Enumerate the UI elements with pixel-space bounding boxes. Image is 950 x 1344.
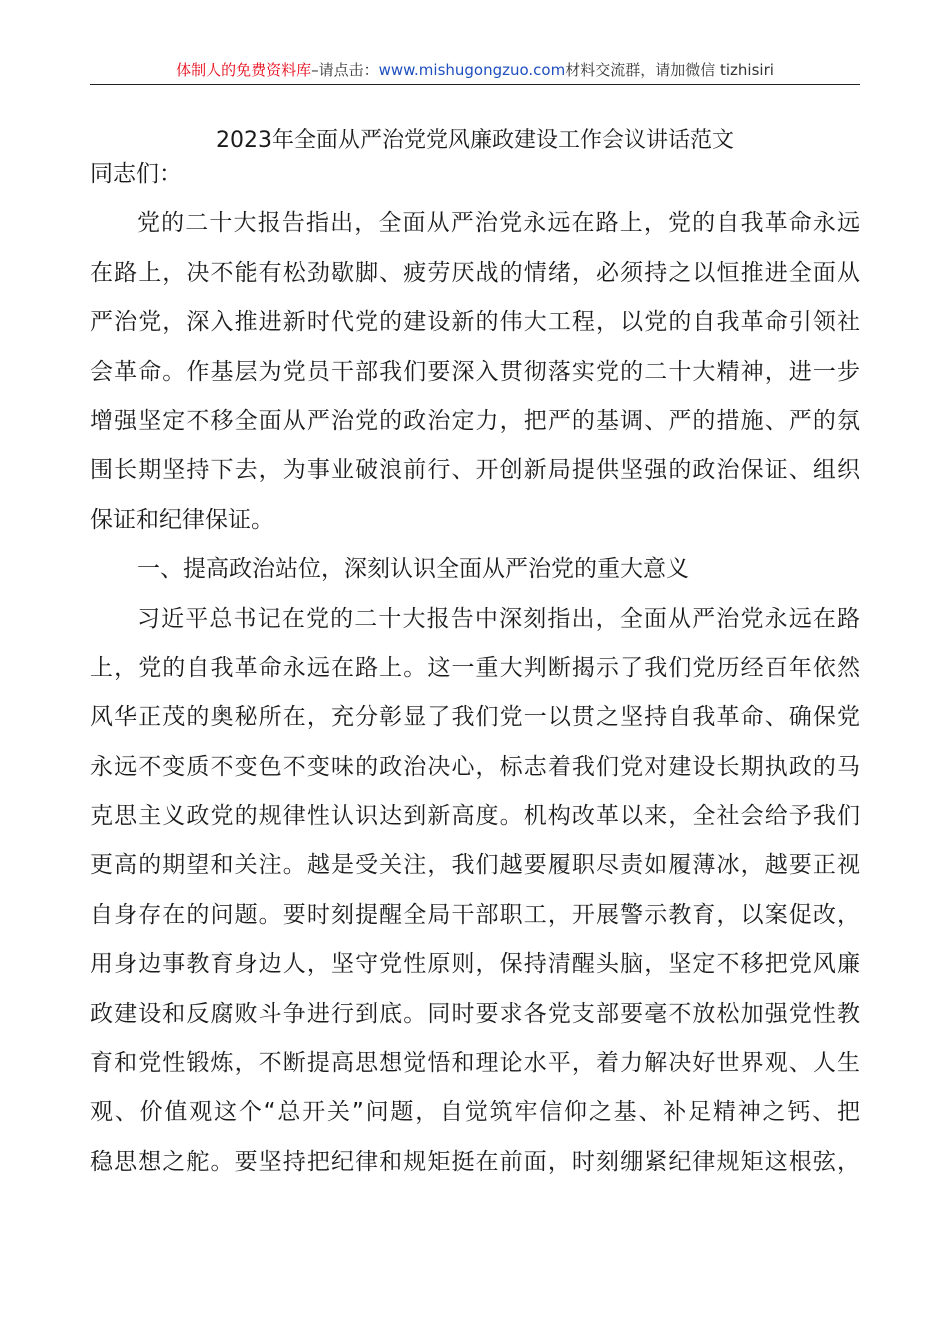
body-line: 习近平总书记在党的二十大报告中深刻指出，全面从严治党永远在路 xyxy=(137,605,860,632)
section-heading: 一、提高政治站位，深刻认识全面从严治党的重大意义 xyxy=(137,556,689,583)
document-title: 2023年全面从严治党党风廉政建设工作会议讲话范文 xyxy=(216,128,734,153)
body-line: 严治党，深入推进新时代党的建设新的伟大工程，以党的自我革命引领社 xyxy=(90,309,860,336)
body-line: 会革命。作基层为党员干部我们要深入贯彻落实党的二十大精神，进一步 xyxy=(90,358,860,385)
body-line: 在路上，决不能有松劲歇脚、疲劳厌战的情绪，必须持之以恒推进全面从 xyxy=(90,259,860,286)
body-line: 永远不变质不变色不变味的政治决心，标志着我们党对建设长期执政的马 xyxy=(90,753,860,780)
body-line: 用身边事教育身边人，坚守党性原则，保持清醒头脑，坚定不移把党风廉 xyxy=(90,951,860,978)
body-line: 风华正茂的奥秘所在，充分彰显了我们党一以贯之坚持自我革命、确保党 xyxy=(90,704,860,731)
page-header xyxy=(90,58,860,85)
body-line: 政建设和反腐败斗争进行到底。同时要求各党支部要毫不放松加强党性教 xyxy=(90,1000,860,1027)
header-prompt: –请点击： xyxy=(311,61,379,79)
body-line: 自身存在的问题。要时刻提醒全局干部职工，开展警示教育，以案促改， xyxy=(90,901,860,928)
body-line: 党的二十大报告指出，全面从严治党永远在路上，党的自我革命永远 xyxy=(137,210,860,237)
body-line: 上，党的自我革命永远在路上。这一重大判断揭示了我们党历经百年依然 xyxy=(90,654,860,681)
body-line: 观、价值观这个“总开关”问题，自觉筑牢信仰之基、补足精神之钙、把 xyxy=(90,1099,860,1126)
body-line: 增强坚定不移全面从严治党的政治定力，把严的基调、严的措施、严的氛 xyxy=(90,407,860,434)
body-line: 保证和纪律保证。 xyxy=(90,506,274,533)
body-line: 育和党性锻炼，不断提高思想觉悟和理论水平，着力解决好世界观、人生 xyxy=(90,1050,860,1077)
salutation-line: 同志们： xyxy=(90,161,182,187)
document-body xyxy=(90,150,860,1187)
body-line: 围长期坚持下去，为事业破浪前行、开创新局提供坚强的政治保证、组织 xyxy=(90,457,860,484)
header-site-name: 体制人的免费资料库 xyxy=(176,61,312,79)
body-line: 克思主义政党的规律性认识达到新高度。机构改革以来，全社会给予我们 xyxy=(90,803,860,830)
header-url-link[interactable]: www.mishugongzuo.com xyxy=(378,61,566,79)
body-line: 更高的期望和关注。越是受关注，我们越要履职尽责如履薄冰，越要正视 xyxy=(90,852,860,879)
body-line: 稳思想之舵。要坚持把纪律和规矩挺在前面，时刻绷紧纪律规矩这根弦， xyxy=(90,1148,860,1175)
header-note: 材料交流群，请加微信 tizhisiri xyxy=(565,61,774,79)
